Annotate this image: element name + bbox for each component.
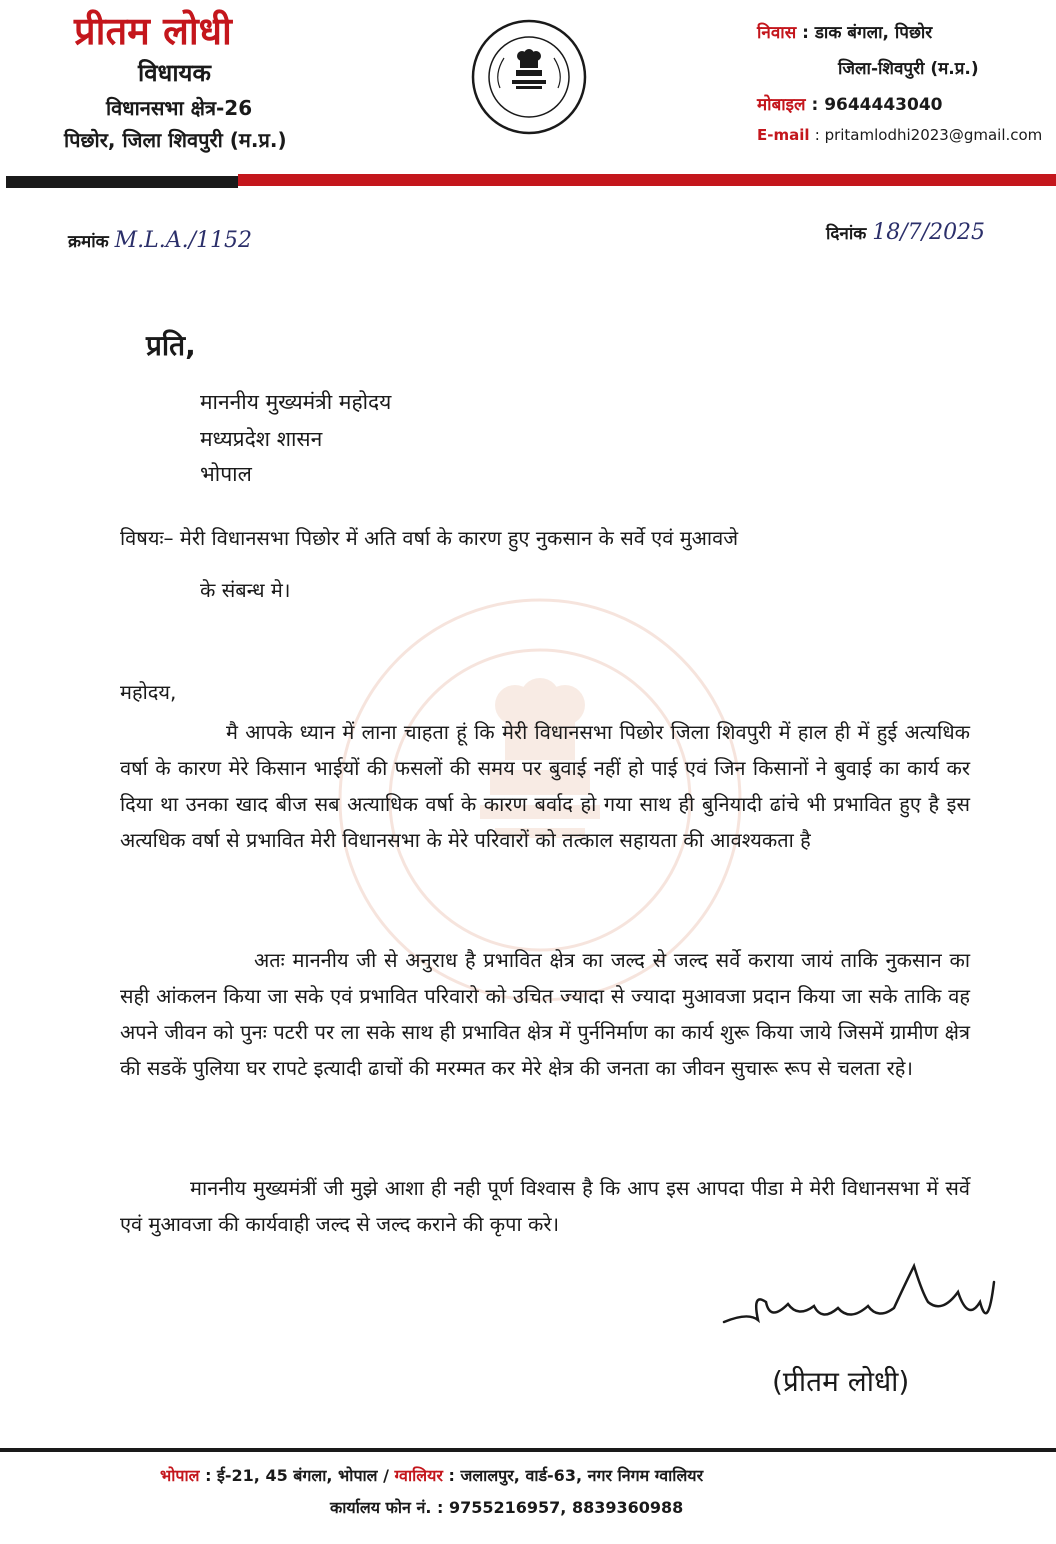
ref-value: M.L.A./1152	[114, 228, 253, 253]
bhopal-address: : ई-21, 45 बंगला, भोपाल	[205, 1466, 378, 1485]
date	[826, 220, 985, 245]
constituency: विधानसभा क्षेत्र-26	[106, 96, 253, 120]
residence-line-2: जिला-शिवपुरी (म.प्र.)	[838, 59, 979, 79]
ref-label: क्रमांक	[68, 232, 109, 252]
gwalior-address: : जलालपुर, वार्ड-63, नगर निगम ग्वालियर	[448, 1466, 704, 1485]
prati: प्रति,	[146, 329, 196, 362]
place: पिछोर, जिला शिवपुरी (म.प्र.)	[64, 128, 287, 152]
signatory-name: (प्रीतम लोधी)	[772, 1365, 910, 1398]
office-phone: कार्यालय फोन नं. : 9755216957, 8839360988	[330, 1498, 684, 1517]
header-divider-red	[238, 174, 1056, 186]
footer-addresses	[160, 1464, 703, 1486]
gwalior-label: ग्वालियर	[394, 1466, 443, 1485]
footer-separator: /	[383, 1466, 389, 1485]
residence-value: : डाक बंगला, पिछोर	[802, 23, 933, 43]
mobile-label: मोबाइल	[757, 95, 806, 115]
mobile-value: : 9644443040	[811, 95, 943, 115]
email-label: E-mail	[757, 126, 810, 144]
date-label: दिनांक	[826, 224, 867, 244]
date-value: 18/7/2025	[872, 220, 986, 245]
residence-label: निवास	[757, 23, 797, 43]
footer-divider	[0, 1448, 1056, 1452]
email-value: : pritamlodhi2023@gmail.com	[814, 126, 1043, 144]
assembly-seal-icon	[470, 18, 588, 136]
salutation: महोदय,	[120, 680, 177, 704]
header-divider-black	[6, 176, 238, 188]
recipient-line-1: माननीय मुख्यमंत्री महोदय	[200, 390, 392, 414]
paragraph-1: मै आपके ध्यान में लाना चाहता हूं कि मेरी विधानसभा पिछोर जिला शिवपुरी में हाल ही में हुई अत्यधिक वर्षा के कारण मेरे किसान भाईयों की फसलों की समय पर बुवाई नहीं हो पाई एवं जिन किसानों ने बुवाई का कार्य कर दिया था उनका खाद बीज सब अत्याधिक वर्षा के कारण बर्वाद हो गया साथ ही बुनियादी ढांचे भी प्रभावित हुए है इस अत्यधिक वर्षा से प्रभावित मेरी विधानसभा के मेरे परिवारों को तत्काल सहायता की आवश्यकता है	[120, 720, 970, 852]
paragraph-3: माननीय मुख्यमंत्रीं जी मुझे आशा ही नही पूर्ण विश्वास है कि आप इस आपदा पीडा मे मेरी विधानसभा में सर्वे एवं मुआवजा की कार्यवाही जल्द से जल्द कराने की कृपा करे।	[120, 1176, 970, 1236]
signature-icon	[718, 1262, 998, 1346]
mobile-line	[757, 92, 943, 115]
bhopal-label: भोपाल	[160, 1466, 200, 1485]
mla-name: प्रीतम लोधी	[74, 8, 232, 53]
residence-line-1	[757, 20, 932, 43]
recipient-line-2: मध्यप्रदेश शासन	[200, 427, 323, 451]
reference	[68, 228, 252, 253]
recipient-line-3: भोपाल	[200, 462, 252, 486]
subject-line-1: विषयः– मेरी विधानसभा पिछोर में अति वर्षा के कारण हुए नुकसान के सर्वे एवं मुआवजे	[120, 526, 739, 550]
subject-line-2: के संबन्ध मे।	[200, 578, 291, 602]
email-line	[757, 126, 1042, 144]
designation: विधायक	[138, 59, 211, 87]
paragraph-2: अतः माननीय जी से अनुराध है प्रभावित क्षेत्र का जल्द से जल्द सर्वे कराया जायं ताकि नुकसान का सही आंकलन किया जा सके एवं प्रभावित परिवारो को उचित ज्यादा से ज्यादा मुआवजा प्रदान किया जा सके ताकि वह अपने जीवन को पुनः पटरी पर ला सके साथ ही प्रभावित क्षेत्र में पुर्ननिर्माण का कार्य शुरू किया जाये जिसमें ग्रामीण क्षेत्र की सडकें पुलिया घर रापटे इत्यादी ढाचों की मरम्मत कर मेरे क्षेत्र की जनता का जीवन सुचारू रूप से चलता रहे।	[120, 948, 970, 1080]
